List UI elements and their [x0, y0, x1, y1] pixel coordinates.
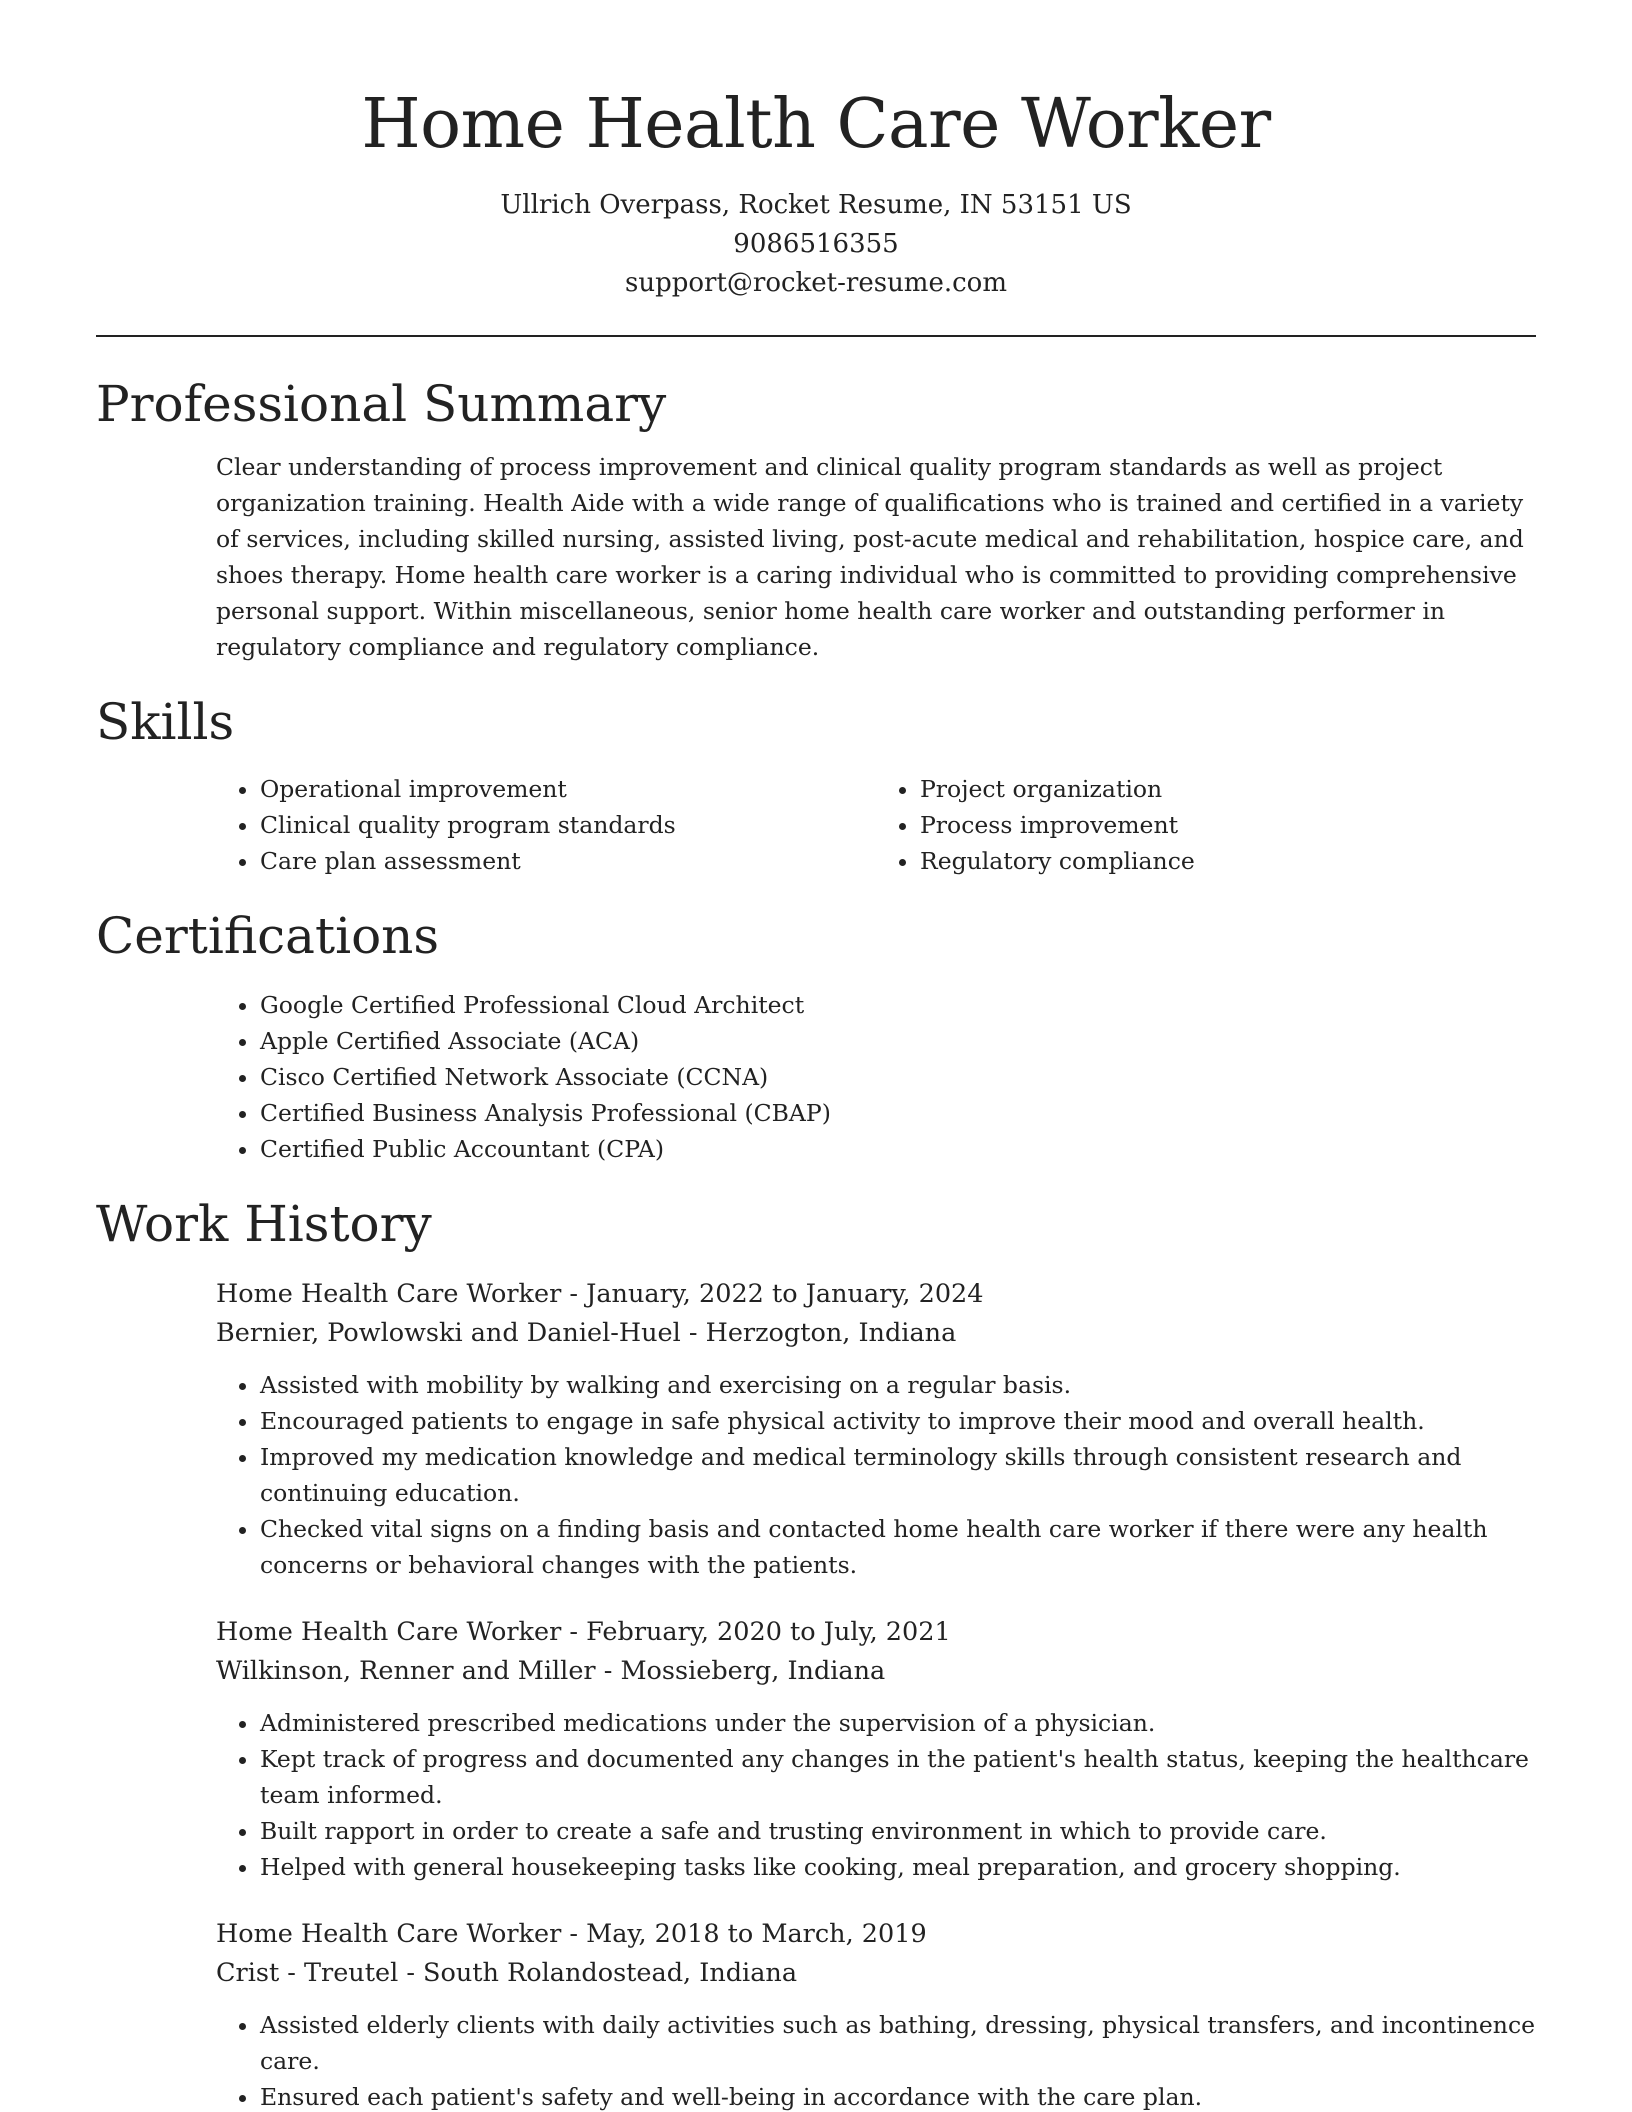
contact-info [0, 186, 1632, 303]
job-bullets [216, 2007, 1536, 2112]
certification-item: • Certified Public Accountant (CPA) [260, 1131, 1536, 1167]
job-bullet: • Helped with general housekeeping tasks like cooking, meal preparation, and grocery shopping. [260, 1849, 1536, 1885]
certifications-bullets [216, 987, 1536, 1167]
resume-name: Home Health Care Worker [361, 85, 1271, 164]
skill-item: • Project organization [920, 771, 1536, 807]
skills-column-right [876, 771, 1536, 879]
contact-phone: 9086516355 [733, 229, 899, 259]
contact-address: Ullrich Overpass, Rocket Resume, IN 53151 US [500, 190, 1132, 220]
skill-item: • Care plan assessment [260, 843, 876, 879]
skills-column-left [216, 771, 876, 879]
job-bullet: • Kept track of progress and documented any changes in the patient's health status, keeping the healthcare team informed. [260, 1741, 1536, 1813]
job-bullet: • Administered prescribed medications under the supervision of a physician. [260, 1705, 1536, 1741]
job-bullet: • Assisted elderly clients with daily activities such as bathing, dressing, physical transfers, and incontinence care. [260, 2007, 1536, 2079]
job-company-location: Bernier, Powlowski and Daniel-Huel - Herzogton, Indiana [216, 1318, 957, 1348]
job-entry [216, 1275, 1536, 1583]
job-entry [216, 1613, 1536, 1885]
summary-text: Clear understanding of process improvement and clinical quality program standards as well as project organization training. Health Aide with a wide range of qualifications who is trained and certified in a variety of services, including skilled nursing, assisted living, post-acute medical and rehabilitation, hospice care, and shoes therapy. Home health care worker is a caring individual who is committed to providing comprehensive personal support. Within miscellaneous, senior home health care worker and outstanding performer in regulatory compliance and regulatory compliance. [216, 453, 1524, 661]
job-role-dates: Home Health Care Worker - February, 2020 to July, 2021 [216, 1617, 951, 1647]
contact-email: support@rocket-resume.com [624, 268, 1007, 298]
job-company-location: Crist - Treutel - South Rolandostead, Indiana [216, 1958, 798, 1988]
work-history-heading: Work History [96, 1195, 432, 1253]
resume-header [0, 0, 1632, 303]
skills-list [216, 771, 1536, 879]
job-role-dates: Home Health Care Worker - January, 2022 to January, 2024 [216, 1279, 984, 1309]
certification-item: • Apple Certified Associate (ACA) [260, 1023, 1536, 1059]
job-bullets [216, 1705, 1536, 1885]
job-bullet: • Encouraged patients to engage in safe physical activity to improve their mood and overall health. [260, 1403, 1536, 1439]
skills-heading: Skills [96, 693, 235, 751]
header-divider [96, 335, 1536, 337]
certification-item: • Certified Business Analysis Professional (CBAP) [260, 1095, 1536, 1131]
summary-heading: Professional Summary [96, 375, 667, 433]
job-bullet: • Improved my medication knowledge and medical terminology skills through consistent research and continuing education. [260, 1439, 1536, 1511]
job-bullet: • Ensured each patient's safety and well-being in accordance with the care plan. [260, 2079, 1536, 2112]
job-entry [216, 1915, 1536, 2112]
job-bullet: • Built rapport in order to create a safe and trusting environment in which to provide care. [260, 1813, 1536, 1849]
certifications-list [216, 987, 1536, 1167]
certification-item: • Cisco Certified Network Associate (CCNA) [260, 1059, 1536, 1095]
job-role-dates: Home Health Care Worker - May, 2018 to March, 2019 [216, 1919, 927, 1949]
skill-item: • Process improvement [920, 807, 1536, 843]
certifications-heading: Certifications [96, 907, 440, 965]
job-bullet: • Assisted with mobility by walking and exercising on a regular basis. [260, 1367, 1536, 1403]
job-company-location: Wilkinson, Renner and Miller - Mossieberg, Indiana [216, 1656, 886, 1686]
skill-item: • Regulatory compliance [920, 843, 1536, 879]
certification-item: • Google Certified Professional Cloud Architect [260, 987, 1536, 1023]
job-bullets [216, 1367, 1536, 1583]
job-bullet: • Checked vital signs on a finding basis and contacted home health care worker if there were any health concerns or behavioral changes with the patients. [260, 1511, 1536, 1583]
skill-item: • Clinical quality program standards [260, 807, 876, 843]
skill-item: • Operational improvement [260, 771, 876, 807]
